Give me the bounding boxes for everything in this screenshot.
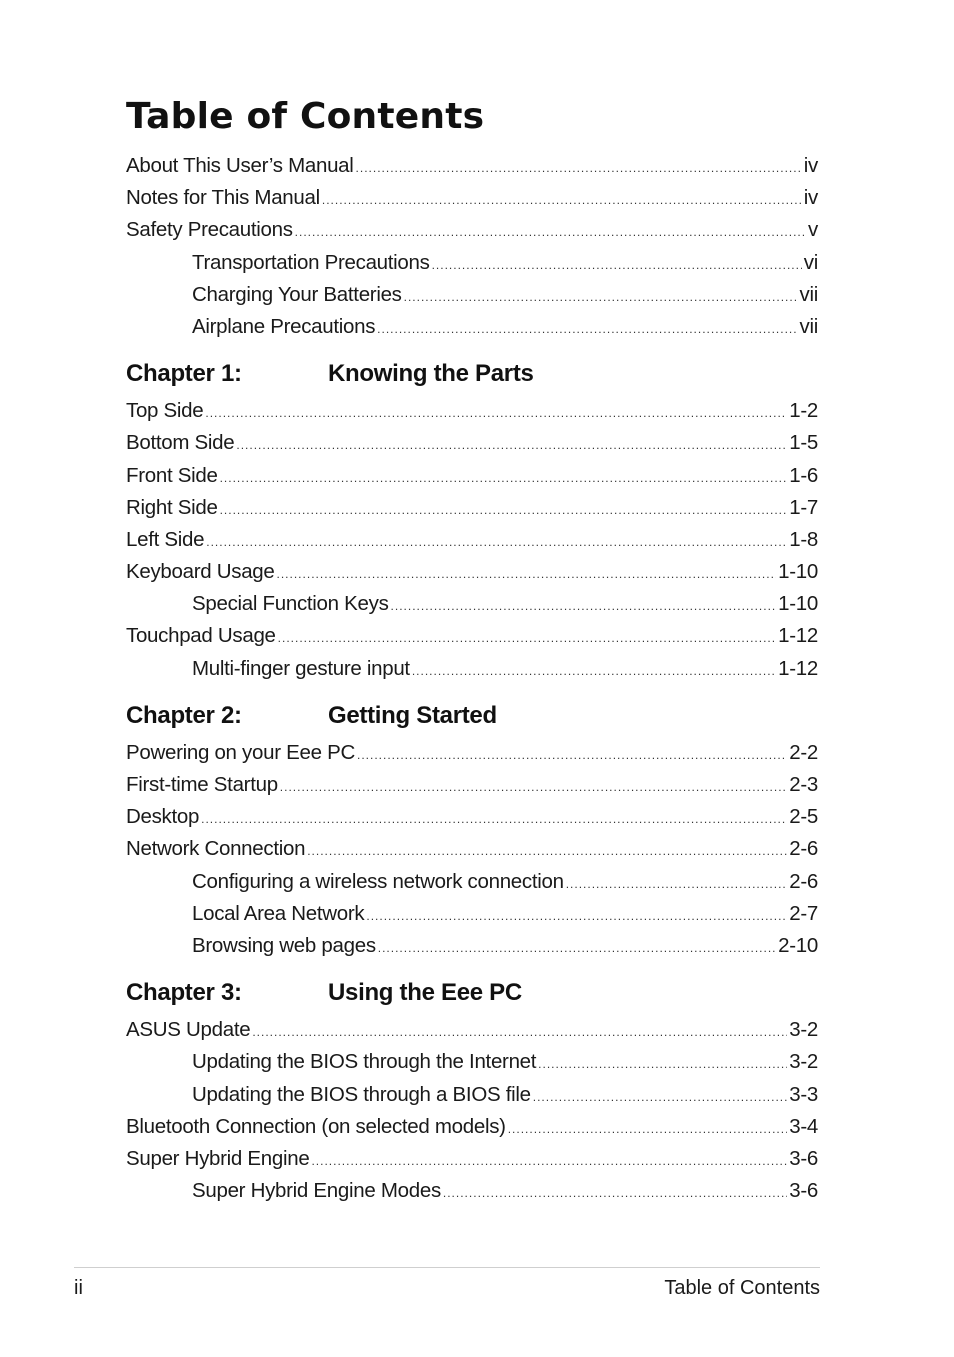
entry-label: Updating the BIOS through a BIOS file bbox=[192, 1082, 531, 1106]
entry-page-number: 2-5 bbox=[789, 805, 818, 829]
entry-page-number: 3-6 bbox=[789, 1146, 818, 1170]
dot-leader bbox=[404, 281, 798, 313]
entry-label: Airplane Precautions bbox=[192, 314, 376, 338]
entry-page-number: 2-6 bbox=[789, 869, 818, 893]
toc-subentry[interactable] bbox=[126, 279, 818, 311]
toc-subentry[interactable] bbox=[126, 866, 818, 898]
dot-leader bbox=[278, 622, 776, 654]
entry-label: Left Side bbox=[126, 527, 205, 551]
toc-subentry[interactable] bbox=[126, 1046, 818, 1078]
toc-entry[interactable] bbox=[126, 1143, 818, 1175]
dot-leader bbox=[205, 397, 787, 429]
toc-subentry[interactable] bbox=[126, 898, 818, 930]
entry-page-number: 1-2 bbox=[789, 399, 818, 423]
toc-entry[interactable] bbox=[126, 1014, 818, 1046]
chapter-number: Chapter 3: bbox=[126, 979, 242, 1007]
entry-page-number: iv bbox=[803, 154, 818, 177]
entry-label: Right Side bbox=[126, 495, 218, 519]
toc-entry[interactable] bbox=[126, 150, 818, 182]
entry-page-number: iv bbox=[803, 186, 818, 210]
chapter-heading[interactable] bbox=[126, 971, 818, 1014]
toc-entry[interactable] bbox=[126, 556, 818, 588]
entry-page-number: 1-10 bbox=[778, 560, 818, 584]
chapter-number: Chapter 1: bbox=[126, 360, 242, 388]
chapter-title: Getting Started bbox=[328, 701, 497, 729]
entry-page-number: v bbox=[808, 218, 818, 242]
entry-page-number: 1-8 bbox=[789, 527, 818, 551]
entry-label: Charging Your Batteries bbox=[192, 282, 402, 306]
dot-leader bbox=[356, 152, 802, 184]
dot-leader bbox=[236, 429, 787, 461]
entry-label: Multi-finger gesture input bbox=[192, 656, 410, 680]
toc-entry[interactable] bbox=[126, 395, 818, 427]
entry-label: Network Connection bbox=[126, 837, 306, 861]
table-of-contents bbox=[126, 150, 818, 1207]
entry-page-number: 1-10 bbox=[778, 592, 818, 616]
entry-label: First-time Startup bbox=[126, 773, 278, 796]
toc-entry[interactable] bbox=[126, 524, 818, 556]
toc-subentry[interactable] bbox=[126, 653, 818, 685]
toc-subentry[interactable] bbox=[126, 311, 818, 343]
entry-page-number: 2-6 bbox=[789, 837, 818, 861]
dot-leader bbox=[378, 932, 776, 964]
entry-label: ASUS Update bbox=[126, 1018, 251, 1042]
footer-section-title: Table of Contents bbox=[664, 1277, 820, 1299]
chapter-title: Using the Eee PC bbox=[328, 979, 522, 1007]
entry-label: Special Function Keys bbox=[192, 592, 389, 616]
entry-label: Browsing web pages bbox=[192, 933, 376, 957]
entry-label: Keyboard Usage bbox=[126, 560, 275, 584]
chapter-title: Knowing the Parts bbox=[328, 360, 534, 388]
dot-leader bbox=[508, 1113, 788, 1145]
dot-leader bbox=[295, 216, 806, 248]
entry-page-number: vi bbox=[803, 250, 818, 274]
footer-page-number: ii bbox=[74, 1277, 83, 1299]
dot-leader bbox=[311, 1145, 787, 1177]
dot-leader bbox=[280, 771, 787, 803]
entry-page-number: vii bbox=[799, 282, 818, 306]
chapter-heading[interactable] bbox=[126, 694, 818, 737]
dot-leader bbox=[206, 526, 787, 558]
entry-label: Bluetooth Connection (on selected models) bbox=[126, 1114, 506, 1138]
dot-leader bbox=[277, 558, 777, 590]
entry-label: About This User’s Manual bbox=[126, 154, 354, 177]
entry-page-number: 1-6 bbox=[789, 463, 818, 487]
dot-leader bbox=[220, 462, 788, 494]
entry-label: Powering on your Eee PC bbox=[126, 740, 355, 764]
entry-label: Transportation Precautions bbox=[192, 250, 430, 274]
chapter-heading[interactable] bbox=[126, 352, 818, 395]
dot-leader bbox=[322, 184, 802, 216]
dot-leader bbox=[566, 868, 788, 900]
toc-entry[interactable] bbox=[126, 620, 818, 652]
dot-leader bbox=[307, 835, 787, 867]
entry-page-number: 1-12 bbox=[778, 624, 818, 648]
dot-leader bbox=[357, 739, 787, 771]
entry-page-number: 3-4 bbox=[789, 1114, 818, 1138]
dot-leader bbox=[412, 655, 776, 687]
entry-page-number: 1-5 bbox=[789, 431, 818, 455]
toc-entry[interactable] bbox=[126, 427, 818, 459]
toc-entry[interactable] bbox=[126, 1111, 818, 1143]
toc-entry[interactable] bbox=[126, 737, 818, 769]
entry-page-number: 3-3 bbox=[789, 1082, 818, 1106]
entry-page-number: vii bbox=[799, 314, 818, 338]
toc-subentry[interactable] bbox=[126, 1079, 818, 1111]
dot-leader bbox=[432, 249, 802, 281]
entry-label: Front Side bbox=[126, 463, 218, 487]
entry-page-number: 3-2 bbox=[789, 1050, 818, 1074]
dot-leader bbox=[391, 590, 777, 622]
entry-label: Top Side bbox=[126, 399, 204, 423]
dot-leader bbox=[366, 900, 787, 932]
dot-leader bbox=[220, 494, 788, 526]
toc-subentry[interactable] bbox=[126, 1175, 818, 1207]
toc-entry[interactable] bbox=[126, 769, 818, 801]
chapter-number: Chapter 2: bbox=[126, 701, 242, 729]
entry-label: Touchpad Usage bbox=[126, 624, 276, 648]
entry-label: Bottom Side bbox=[126, 431, 235, 455]
entry-label: Super Hybrid Engine Modes bbox=[192, 1179, 441, 1203]
entry-page-number: 3-2 bbox=[789, 1018, 818, 1042]
entry-page-number: 2-3 bbox=[789, 773, 818, 796]
entry-label: Desktop bbox=[126, 805, 200, 829]
entry-page-number: 2-2 bbox=[789, 740, 818, 764]
entry-page-number: 1-12 bbox=[778, 656, 818, 680]
entry-label: Super Hybrid Engine bbox=[126, 1146, 310, 1170]
dot-leader bbox=[443, 1177, 787, 1209]
footer-divider bbox=[74, 1267, 820, 1268]
toc-entry[interactable] bbox=[126, 182, 818, 214]
entry-label: Configuring a wireless network connection bbox=[192, 869, 564, 893]
dot-leader bbox=[538, 1048, 787, 1080]
page-title: Table of Contents bbox=[126, 96, 485, 137]
dot-leader bbox=[252, 1016, 787, 1048]
toc-entry[interactable] bbox=[126, 460, 818, 492]
entry-page-number: 2-7 bbox=[789, 901, 818, 925]
toc-entry[interactable] bbox=[126, 801, 818, 833]
toc-entry[interactable] bbox=[126, 214, 818, 246]
toc-entry[interactable] bbox=[126, 833, 818, 865]
dot-leader bbox=[533, 1081, 788, 1113]
entry-page-number: 3-6 bbox=[789, 1179, 818, 1203]
dot-leader bbox=[377, 313, 797, 345]
toc-entry[interactable] bbox=[126, 492, 818, 524]
entry-label: Local Area Network bbox=[192, 901, 365, 925]
toc-subentry[interactable] bbox=[126, 588, 818, 620]
toc-subentry[interactable] bbox=[126, 930, 818, 962]
entry-label: Safety Precautions bbox=[126, 218, 293, 242]
entry-page-number: 1-7 bbox=[789, 495, 818, 519]
entry-page-number: 2-10 bbox=[778, 933, 818, 957]
dot-leader bbox=[201, 803, 787, 835]
entry-label: Notes for This Manual bbox=[126, 186, 320, 210]
entry-label: Updating the BIOS through the Internet bbox=[192, 1050, 537, 1074]
toc-subentry[interactable] bbox=[126, 247, 818, 279]
